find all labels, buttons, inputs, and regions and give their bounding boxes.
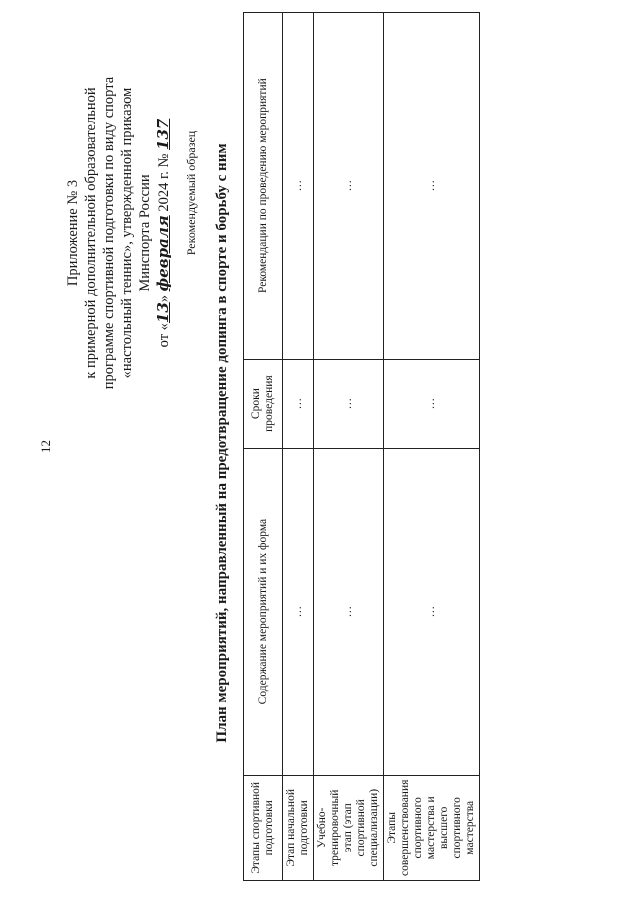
page-title: План мероприятий, направленный на предотвращение допинга в спорте и борьбу с ним (214, 143, 230, 743)
table-cell: Учебно-тренировочный этап (этап спортивной специализации) (314, 775, 384, 880)
table-cell: … (314, 448, 384, 775)
table-row (283, 12, 314, 880)
sample-label: Рекомендуемый образец (184, 130, 198, 256)
table-header: Рекомендации по проведению мероприятий (244, 12, 283, 359)
table-header-row (244, 12, 283, 880)
table-cell: … (283, 448, 314, 775)
table-cell: … (384, 12, 480, 359)
table-cell: Этапы совершенствования спортивного мастерства и высшего спортивного мастерства (384, 775, 480, 880)
table-row (384, 12, 480, 880)
table-cell: … (384, 359, 480, 448)
date-day-handwritten: 13 (154, 302, 172, 324)
appendix-date (154, 13, 173, 453)
table-cell: … (384, 448, 480, 775)
date-month-handwritten: февраля (154, 215, 172, 292)
table-header: Этапы спортивной подготовки (244, 775, 283, 880)
appendix-line: к примерной дополнительной образовательной (83, 87, 99, 379)
table-cell: … (283, 359, 314, 448)
appendix-line: Приложение № 3 (65, 179, 81, 287)
date-mid: » (156, 291, 172, 303)
events-table (243, 12, 480, 881)
appendix-line: программе спортивной подготовки по виду спорта (101, 76, 117, 390)
order-number-handwritten: 137 (154, 118, 172, 150)
appendix-header (64, 13, 173, 453)
table-cell: … (314, 12, 384, 359)
appendix-line: «настольный теннис», утвержденной приказом (119, 87, 135, 379)
table-row (314, 12, 384, 880)
table-cell: … (283, 12, 314, 359)
appendix-line: Минспорта России (137, 174, 153, 292)
table-cell: Этап начальной подготовки (283, 775, 314, 880)
date-prefix: от « (156, 323, 172, 348)
table-header: Сроки проведения (244, 359, 283, 448)
date-year: 2024 г. № (156, 149, 172, 216)
page-number: 12 (38, 440, 53, 453)
table-header: Содержание мероприятий и их форма (244, 448, 283, 775)
table-cell: … (314, 359, 384, 448)
